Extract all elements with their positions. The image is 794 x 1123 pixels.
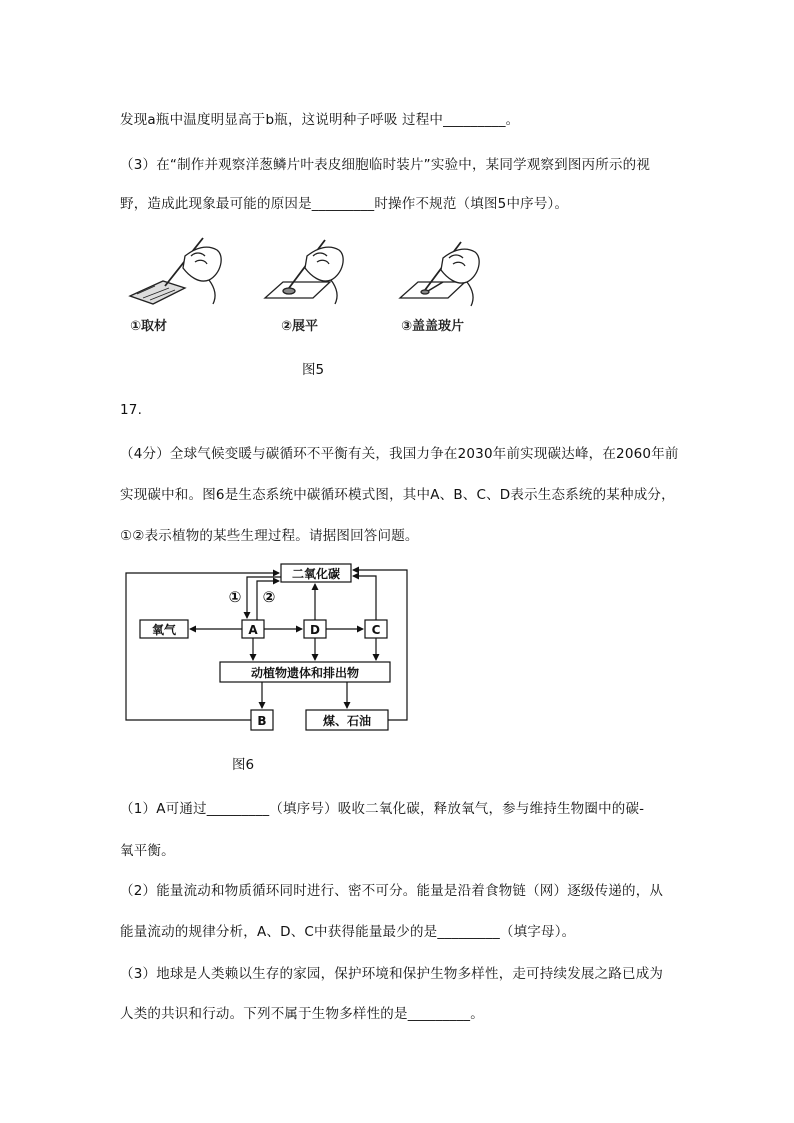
figure-5-caption: 图5 xyxy=(302,362,325,378)
step1-label: ①取材 xyxy=(130,319,168,334)
process-1-label: ① xyxy=(228,588,242,606)
fuel-label: 煤、石油 xyxy=(322,714,372,728)
node-b-label: B xyxy=(257,714,267,728)
step1-illustration xyxy=(130,238,221,304)
step3-illustration xyxy=(400,242,479,306)
process-2-label: ② xyxy=(262,588,276,606)
text-line-12: （3）地球是人类赖以生存的家园，保护环境和保护生物多样性，走可持续发展之路已成为 xyxy=(120,966,664,982)
figure-6-caption: 图6 xyxy=(232,757,255,773)
step2-illustration xyxy=(265,240,343,304)
text-line-8: （1）A可通过_________（填序号）吸收二氧化碳，释放氧气，参与维持生物圈中的碳- xyxy=(120,801,645,817)
node-a-label: A xyxy=(248,623,258,637)
node-c-label: C xyxy=(371,623,381,637)
text-line-13: 人类的共识和行动。下列不属于生物多样性的是_________。 xyxy=(120,1006,484,1022)
text-line-9: 氧平衡。 xyxy=(120,843,175,859)
figure-6-carbon-cycle xyxy=(123,562,413,734)
text-line-1: 发现a瓶中温度明显高于b瓶，这说明种子呼吸 过程中_________。 xyxy=(120,112,520,128)
remains-label: 动植物遗体和排出物 xyxy=(250,666,360,680)
node-d-label: D xyxy=(310,623,320,637)
step3-label: ③盖盖玻片 xyxy=(401,319,465,334)
text-line-3: 野，造成此现象最可能的原因是_________时操作不规范（填图5中序号）。 xyxy=(120,196,569,212)
text-line-10: （2）能量流动和物质循环同时进行、密不可分。能量是沿着食物链（网）逐级传递的，从 xyxy=(120,883,664,899)
co2-label: 二氧化碳 xyxy=(291,567,341,581)
figure-5 xyxy=(125,226,505,341)
text-line-4: 17. xyxy=(120,402,143,418)
oxygen-label: 氧气 xyxy=(151,623,177,637)
text-line-11: 能量流动的规律分析，A、D、C中获得能量最少的是_________（填字母）。 xyxy=(120,924,576,940)
text-line-5: （4分）全球气候变暖与碳循环不平衡有关，我国力争在2030年前实现碳达峰，在2060年前 xyxy=(120,446,679,462)
text-line-2: （3）在“制作并观察洋葱鳞片叶表皮细胞临时装片”实验中，某同学观察到图丙所示的视 xyxy=(120,157,651,173)
text-line-7: ①②表示植物的某些生理过程。请据图回答问题。 xyxy=(120,528,419,544)
text-line-6: 实现碳中和。图6是生态系统中碳循环模式图，其中A、B、C、D表示生态系统的某种成分， xyxy=(120,487,675,503)
step2-label: ②展平 xyxy=(281,319,319,334)
